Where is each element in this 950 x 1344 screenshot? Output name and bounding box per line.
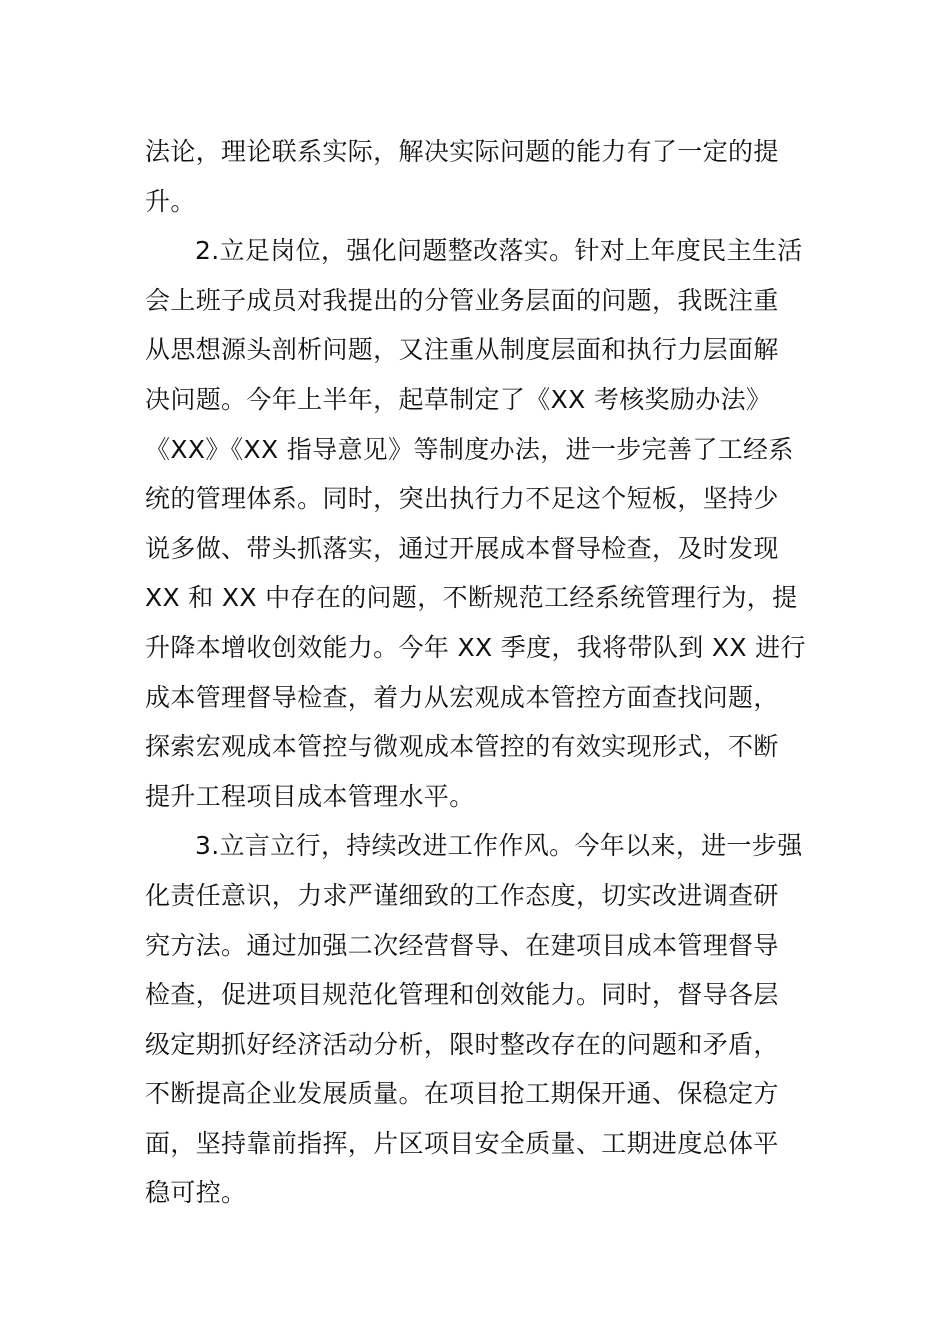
document-body xyxy=(145,127,807,1218)
text-line: 化责任意识，力求严谨细致的工作态度，切实改进调查研 xyxy=(145,880,779,910)
text-line: 决问题。今年上半年，起草制定了《XX 考核奖励办法》 xyxy=(145,384,772,414)
text-line: 2.立足岗位，强化问题整改落实。针对上年度民主生活 xyxy=(195,236,803,266)
text-line: 法论，理论联系实际，解决实际问题的能力有了一定的提 xyxy=(145,137,779,166)
text-line: 提升工程项目成本管理水平。 xyxy=(145,781,475,811)
text-line: XX 和 XX 中存在的问题，不断规范工经系统管理行为，提 xyxy=(145,583,798,613)
text-line: 升。 xyxy=(145,186,196,216)
text-line: 级定期抓好经济活动分析，限时整改存在的问题和矛盾， xyxy=(145,1029,779,1059)
text-line: 检查，促进项目规范化管理和创效能力。同时，督导各层 xyxy=(145,980,779,1010)
text-line: 究方法。通过加强二次经营督导、在建项目成本管理督导 xyxy=(145,930,779,960)
text-line: 3.立言立行，持续改进工作作风。今年以来，进一步强 xyxy=(195,831,803,861)
text-line: 统的管理体系。同时，突出执行力不足这个短板，坚持少 xyxy=(145,484,779,514)
text-line: 《XX》《XX 指导意见》等制度办法，进一步完善了工经系 xyxy=(145,434,794,464)
text-line: 不断提高企业发展质量。在项目抢工期保开通、保稳定方 xyxy=(145,1079,779,1109)
text-line: 从思想源头剖析问题，又注重从制度层面和执行力层面解 xyxy=(145,335,779,365)
text-line: 稳可控。 xyxy=(145,1178,247,1208)
paragraph-continuation xyxy=(145,127,807,226)
text-line: 探索宏观成本管控与微观成本管控的有效实现形式，不断 xyxy=(145,732,779,762)
text-line: 会上班子成员对我提出的分管业务层面的问题，我既注重 xyxy=(145,285,779,315)
text-line: 成本管理督导检查，着力从宏观成本管控方面查找问题， xyxy=(145,682,779,712)
paragraph-item-2 xyxy=(145,226,807,821)
text-line: 说多做、带头抓落实，通过开展成本督导检查，及时发现 xyxy=(145,533,779,563)
paragraph-item-3 xyxy=(145,821,807,1218)
text-line: 面，坚持靠前指挥，片区项目安全质量、工期进度总体平 xyxy=(145,1128,779,1158)
text-line: 升降本增收创效能力。今年 XX 季度，我将带队到 XX 进行 xyxy=(145,632,806,662)
